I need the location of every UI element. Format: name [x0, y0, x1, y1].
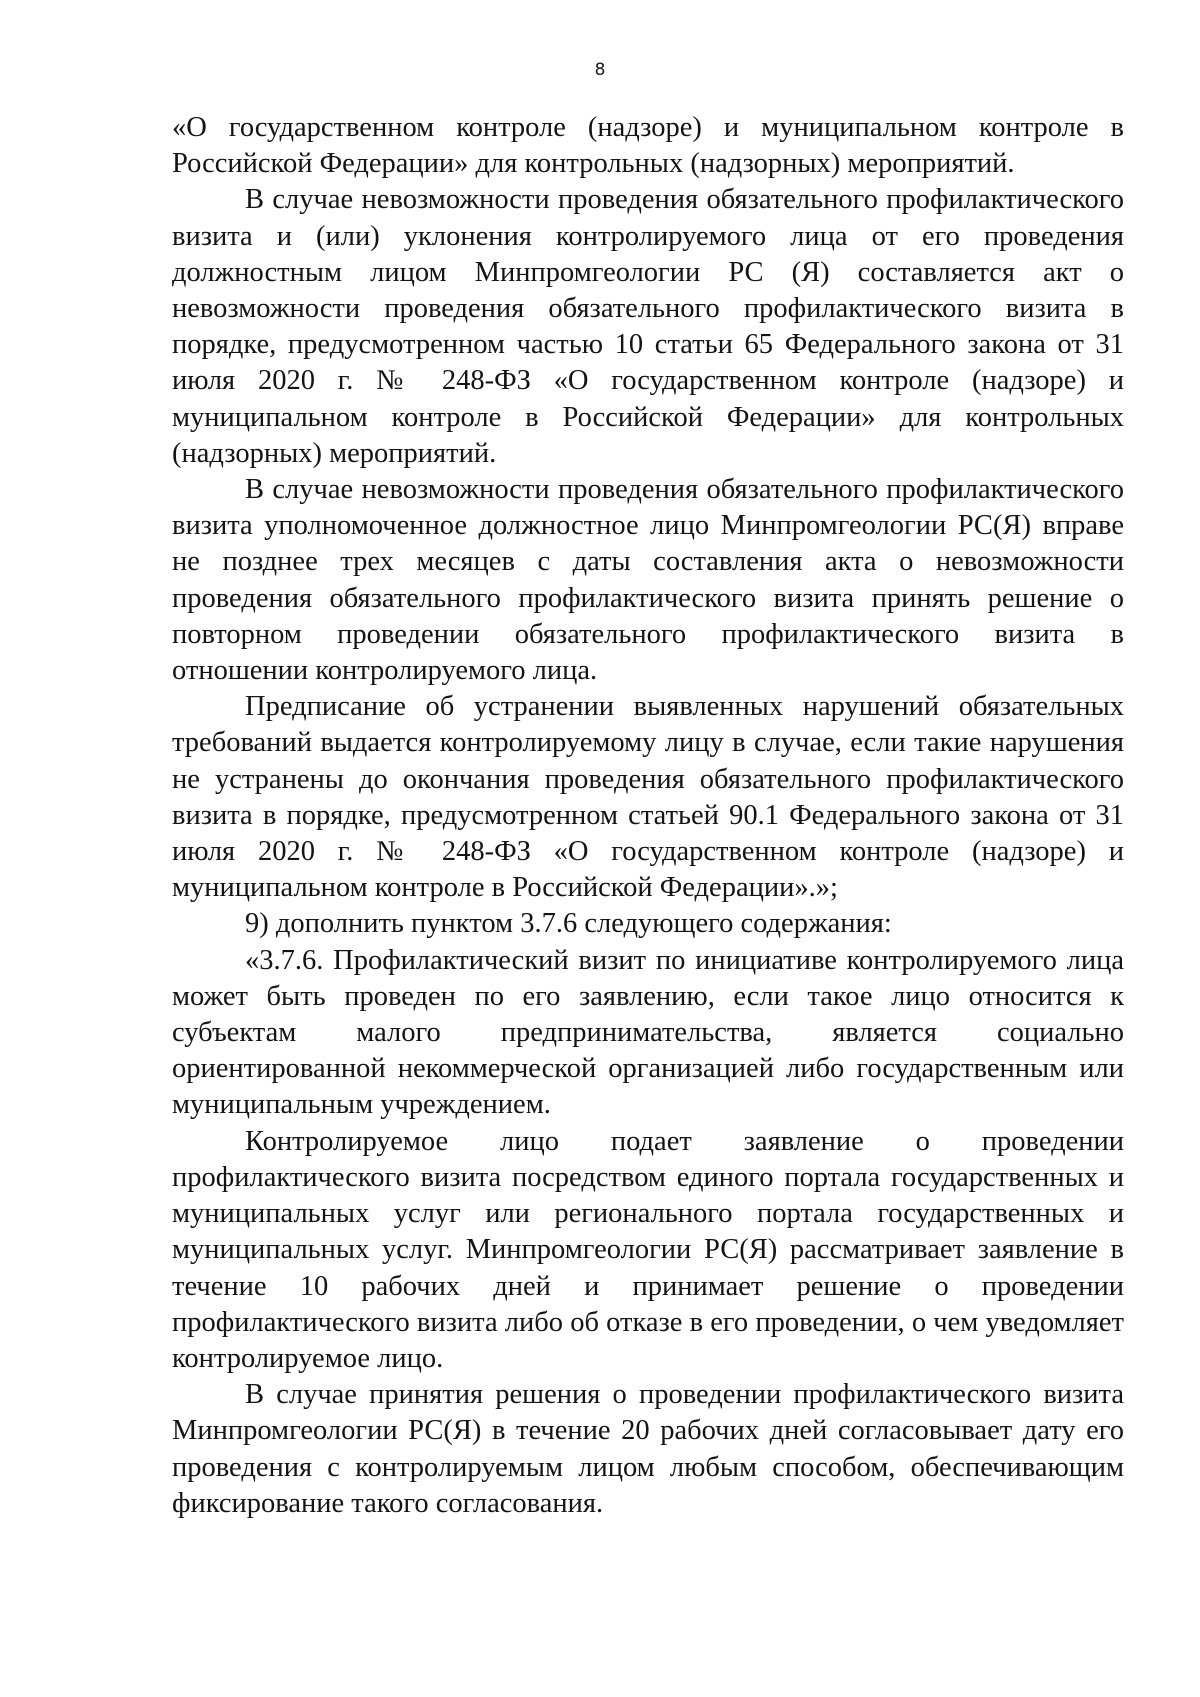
paragraph-continuation: «О государственном контроле (надзоре) и муниципальном контроле в Российской Федерации» для контрольных (надзорных) мероприятий.: [172, 112, 1124, 180]
paragraph: Предписание об устранении выявленных нарушений обязательных требований выдается контролируемому лицу в случае, если такие нарушения не устранены до окончания проведения обязательного профилактического визита в порядке, предусмотренном статьей 90.1 Федерального закона от 31 июля 2020 г. № 248-ФЗ «О государственном контроле (надзоре) и муниципальном контроле в Российской Федерации».»;: [172, 691, 1124, 904]
paragraph-amendment-item: 9) дополнить пунктом 3.7.6 следующего содержания:: [245, 908, 892, 940]
document-body: [172, 110, 1124, 1522]
paragraph: В случае невозможности проведения обязательного профилактического визита и (или) уклонения контролируемого лица от его проведения должностным лицом Минпромгеологии РС (Я) составляется акт о невозможности проведения обязательного профилактического визита в порядке, предусмотренном частью 10 статьи 65 Федерального закона от 31 июля 2020 г. № 248-ФЗ «О государственном контроле (надзоре) и муниципальном контроле в Российской Федерации» для контрольных (надзорных) мероприятий.: [172, 184, 1124, 469]
page-number: 8: [594, 60, 606, 80]
paragraph: В случае принятия решения о проведении профилактического визита Минпромгеологии РС(Я) в течение 20 рабочих дней согласовывает дату его проведения с контролируемым лицом любым способом, обеспечивающим фиксирование такого согласования.: [172, 1379, 1124, 1519]
paragraph: В случае невозможности проведения обязательного профилактического визита уполномоченное должностное лицо Минпромгеологии РС(Я) вправе не позднее трех месяцев с даты составления акта о невозможности проведения обязательного профилактического визита принять решение о повторном проведении обязательного профилактического визита в отношении контролируемого лица.: [172, 474, 1124, 687]
paragraph: «3.7.6. Профилактический визит по инициативе контролируемого лица может быть проведен по его заявлению, если такое лицо относится к субъектам малого предпринимательства, является социально ориентированной некоммерческой организацией либо государственным или муниципальным учреждением.: [172, 944, 1124, 1121]
paragraph: Контролируемое лицо подает заявление о проведении профилактического визита посредством единого портала государственных и муниципальных услуг или регионального портала государственных и муниципальных услуг. Минпромгеологии РС(Я) рассматривает заявление в течение 10 рабочих дней и принимает решение о проведении профилактического визита либо об отказе в его проведении, о чем уведомляет контролируемое лицо.: [172, 1125, 1124, 1374]
